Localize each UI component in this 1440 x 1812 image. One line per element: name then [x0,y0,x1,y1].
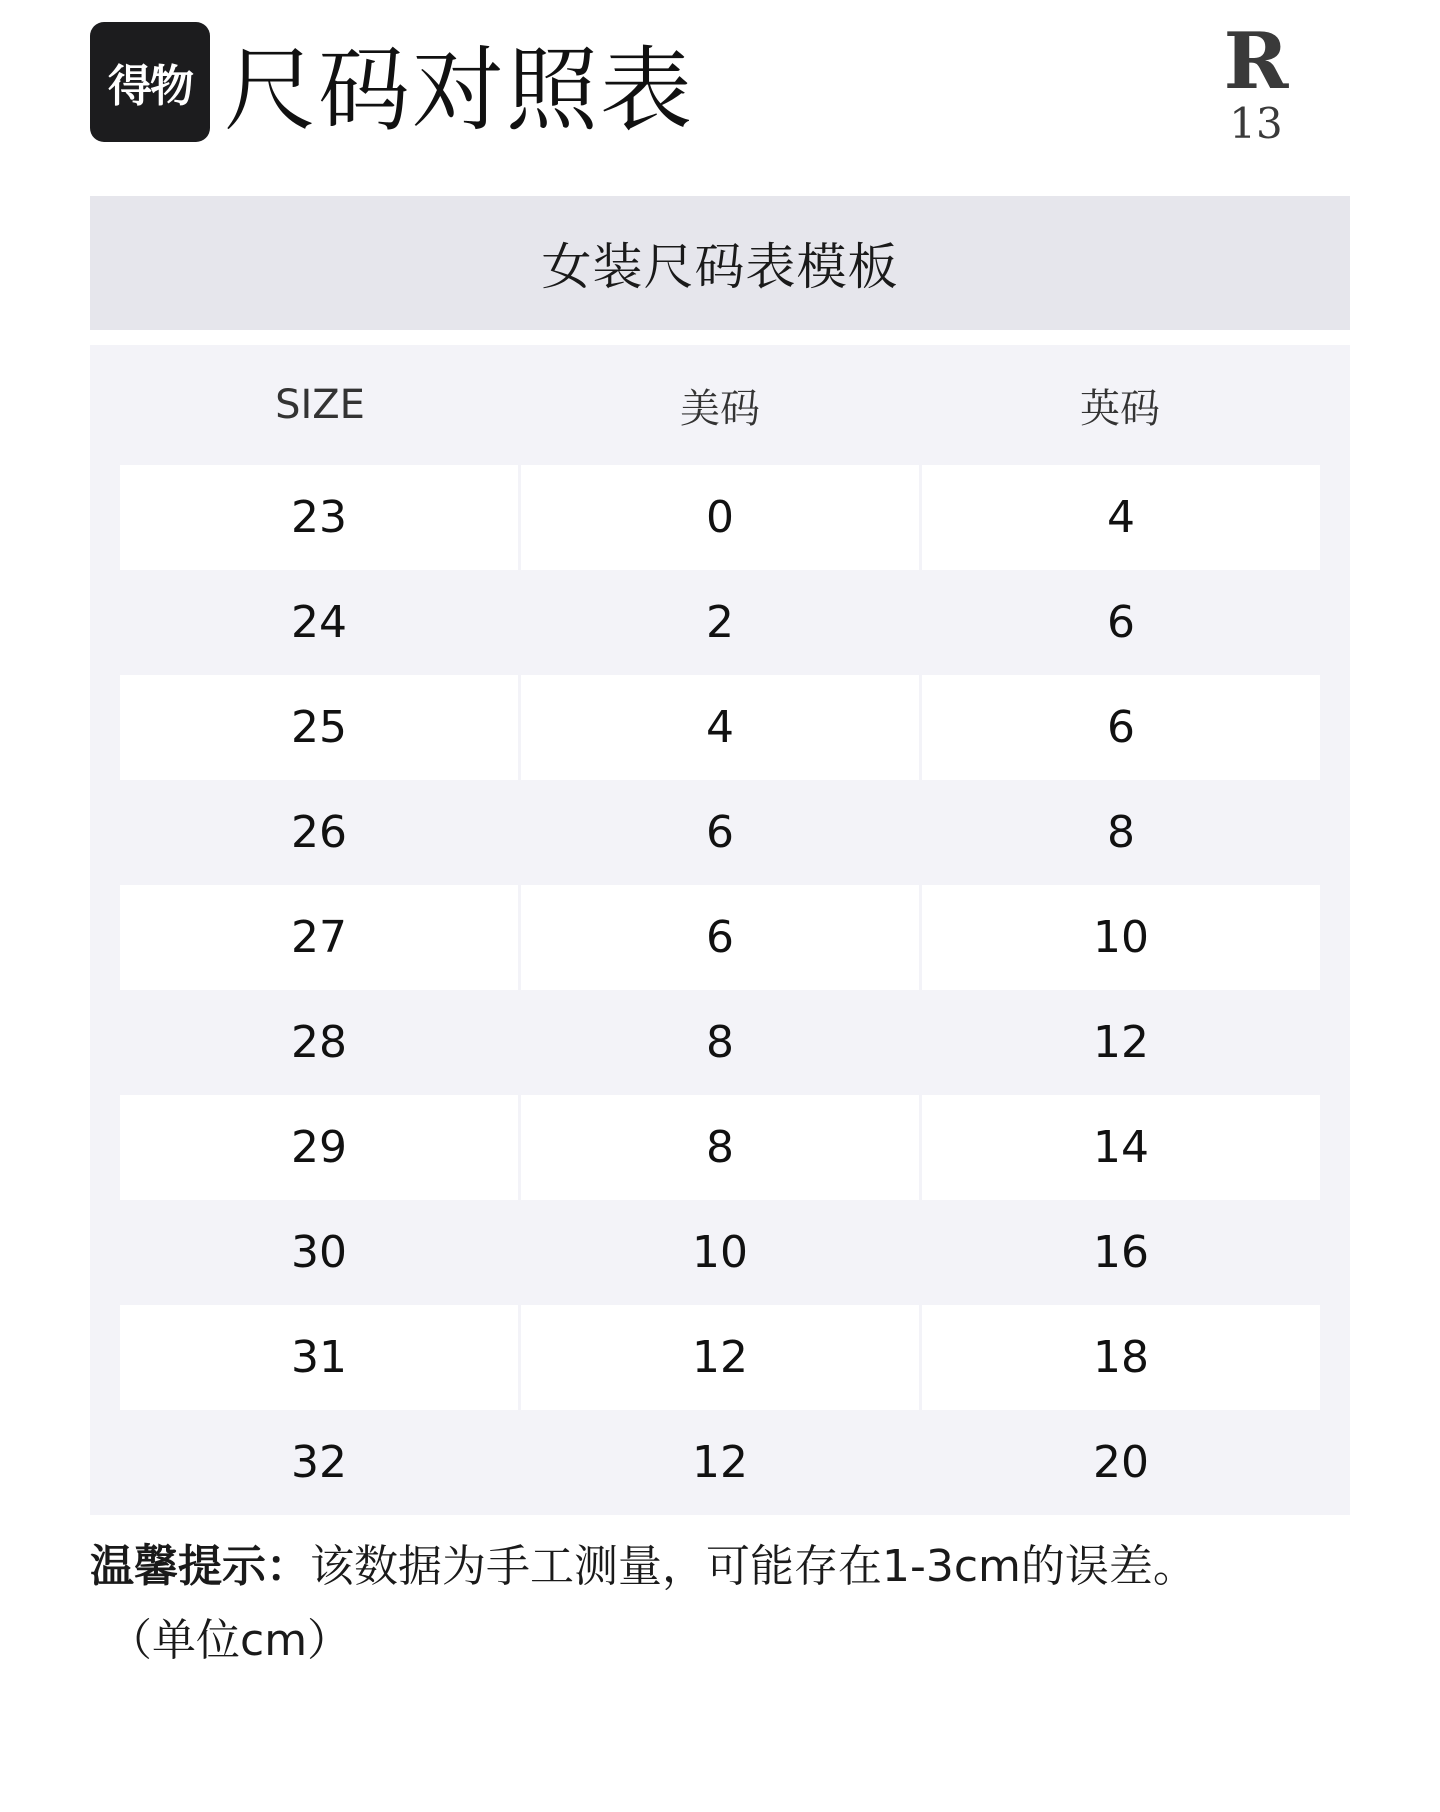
column-header-us-size: 美码 [680,385,760,432]
brand-logo-number: 13 [1229,99,1283,148]
size-cell: 29 [120,1095,518,1200]
note-text: 该数据为手工测量，可能存在1-3cm的误差。 [310,1541,1197,1592]
uk-size-cell: 20 [1093,1437,1149,1488]
size-cell: 24 [291,597,347,648]
brand-logo-letter: R [1223,16,1289,107]
size-cell: 30 [291,1227,347,1278]
note-label: 温馨提示： [90,1541,310,1592]
table-row [120,885,1320,990]
app-logo-text: 得物 [108,61,192,112]
table-row [120,990,1320,1095]
table-row [120,1305,1320,1410]
column-header-size: SIZE [275,382,365,428]
size-cell: 32 [291,1437,347,1488]
uk-size-cell: 8 [1107,807,1135,858]
column-header-uk-size: 英码 [1080,385,1160,432]
uk-size-cell: 6 [922,675,1320,780]
table-row [120,1200,1320,1305]
size-chart-banner [90,196,1350,330]
size-cell: 25 [120,675,518,780]
uk-size-cell: 10 [922,885,1320,990]
measurement-note [90,1530,1350,1678]
uk-size-cell: 12 [1093,1017,1149,1068]
table-row [120,1095,1320,1200]
table-body [120,465,1320,1515]
uk-size-cell: 18 [922,1305,1320,1410]
table-row [120,675,1320,780]
us-size-cell: 10 [692,1227,748,1278]
us-size-cell: 2 [706,597,734,648]
us-size-cell: 8 [521,1095,919,1200]
us-size-cell: 12 [692,1437,748,1488]
us-size-cell: 6 [521,885,919,990]
us-size-cell: 6 [706,807,734,858]
uk-size-cell: 14 [922,1095,1320,1200]
us-size-cell: 8 [706,1017,734,1068]
table-row [120,570,1320,675]
table-row [120,465,1320,570]
size-cell: 28 [291,1017,347,1068]
dewu-app-logo [90,22,210,142]
uk-size-cell: 6 [1107,597,1135,648]
size-cell: 27 [120,885,518,990]
table-header-row [120,345,1320,465]
uk-size-cell: 16 [1093,1227,1149,1278]
table-row [120,780,1320,885]
size-cell: 23 [120,465,518,570]
table-row [120,1410,1320,1515]
page-title: 尺码对照表 [224,37,695,144]
us-size-cell: 12 [521,1305,919,1410]
size-table [90,345,1350,1515]
unit-note: （单位cm） [108,1615,352,1666]
size-cell: 31 [120,1305,518,1410]
brand-logo [1216,16,1296,152]
us-size-cell: 4 [521,675,919,780]
size-chart-title: 女装尺码表模板 [541,238,899,296]
header [90,16,1350,152]
uk-size-cell: 4 [922,465,1320,570]
size-cell: 26 [291,807,347,858]
us-size-cell: 0 [521,465,919,570]
